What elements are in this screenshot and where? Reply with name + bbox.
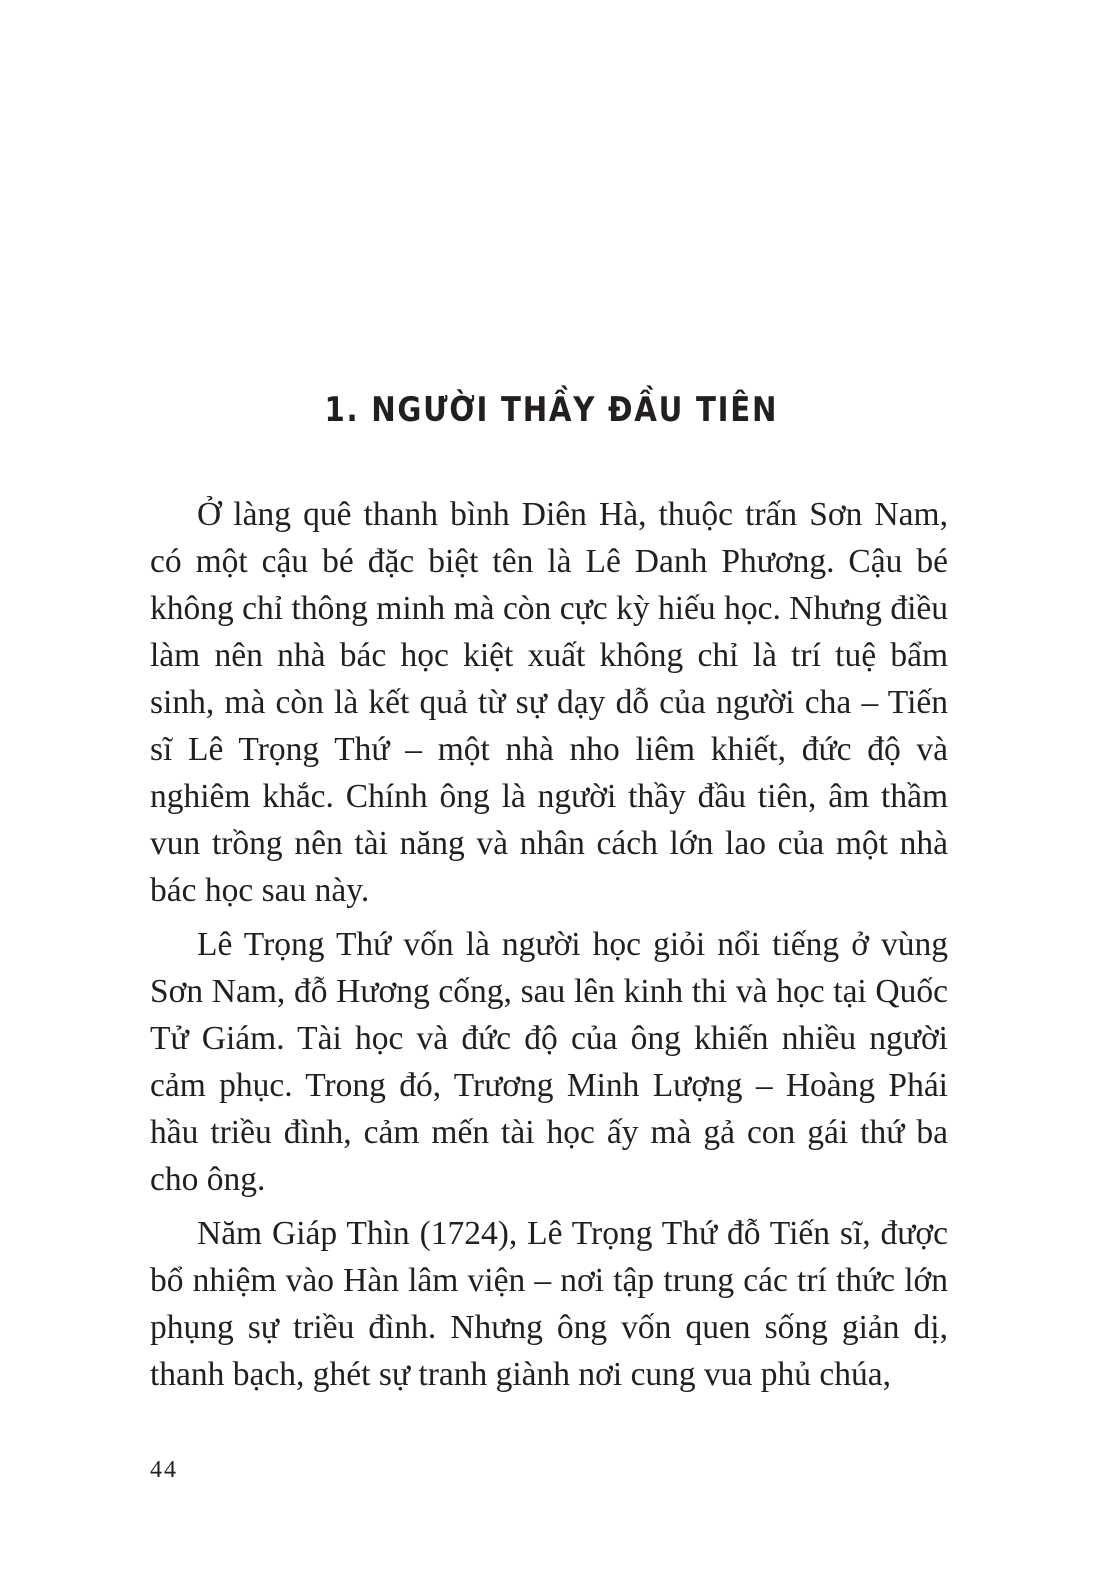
body-text <box>150 491 948 1405</box>
paragraph: Năm Giáp Thìn (1724), Lê Trọng Thứ đỗ Tiến sĩ, được bổ nhiệm vào Hàn lâm viện – nơi tập trung các trí thức lớn phụng sự triều đình. Nhưng ông vốn quen sống giản dị, thanh bạch, ghét sự tranh giành nơi cung vua phủ chúa, <box>150 1215 948 1393</box>
chapter-title: 1. NGƯỜI THẦY ĐẦU TIÊN <box>324 390 779 430</box>
paragraph: Ở làng quê thanh bình Diên Hà, thuộc trấn Sơn Nam, có một cậu bé đặc biệt tên là Lê Danh Phương. Cậu bé không chỉ thông minh mà còn cực kỳ hiếu học. Nhưng điều làm nên nhà bác học kiệt xuất không chỉ là trí tuệ bẩm sinh, mà còn là kết quả từ sự dạy dỗ của người cha – Tiến sĩ Lê Trọng Thứ – một nhà nho liêm khiết, đức độ và nghiêm khắc. Chính ông là người thầy đầu tiên, âm thầm vun trồng nên tài năng và nhân cách lớn lao của một nhà bác học sau này. <box>150 496 948 909</box>
page-number: 44 <box>150 1457 178 1483</box>
paragraph: Lê Trọng Thứ vốn là người học giỏi nổi tiếng ở vùng Sơn Nam, đỗ Hương cống, sau lên kinh thi và học tại Quốc Tử Giám. Tài học và đức độ của ông khiến nhiều người cảm phục. Trong đó, Trương Minh Lượng – Hoàng Phái hầu triều đình, cảm mến tài học ấy mà gả con gái thứ ba cho ông. <box>150 926 948 1198</box>
